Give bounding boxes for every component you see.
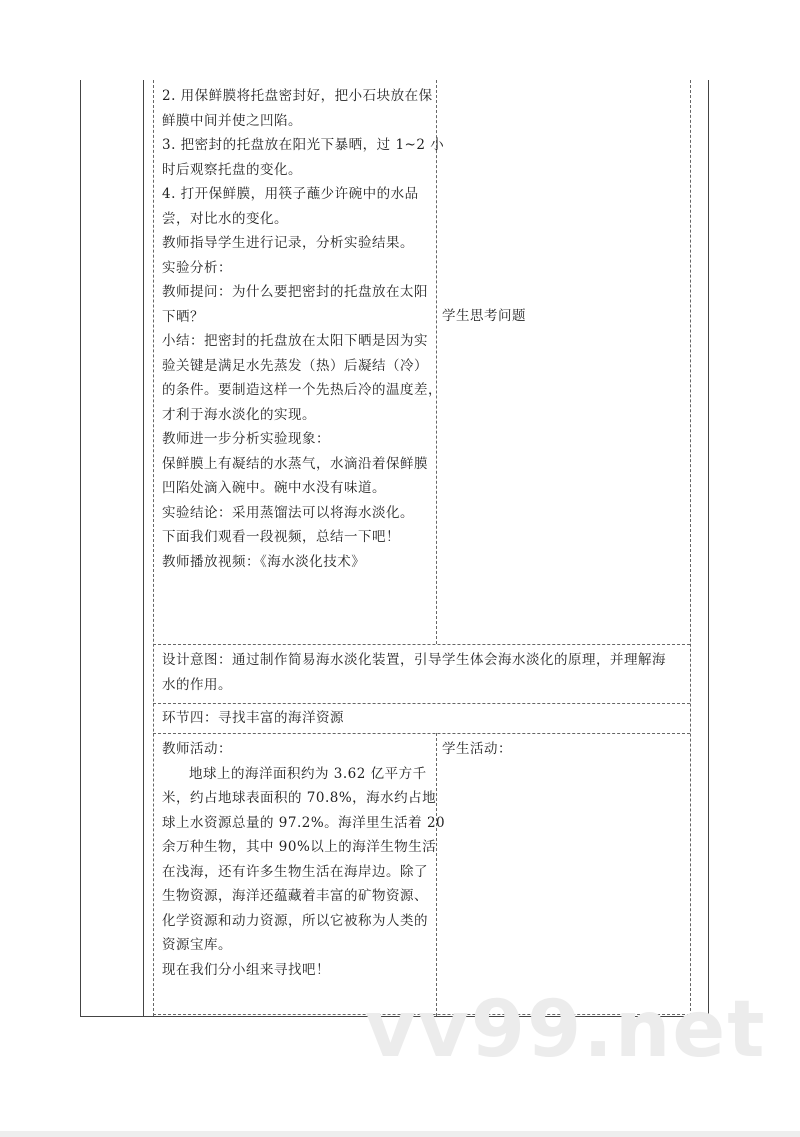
design-intent-top-line	[153, 644, 690, 645]
student-activity-bottom	[442, 737, 512, 762]
text-line: 时后观察托盘的变化。	[162, 161, 302, 178]
text-line: 在浅海，还有许多生物生活在海岸边。除了	[162, 863, 428, 880]
text-line: 下晒？	[162, 308, 204, 325]
text-line: 现在我们分小组来寻找吧！	[162, 961, 330, 978]
text-line: 教师进一步分析实验现象：	[162, 431, 330, 447]
text-line: 实验结论：采用蒸馏法可以将海水淡化。	[162, 504, 414, 521]
text-line: 余万种生物，其中 90%以上的海洋生物生活	[162, 839, 437, 855]
text-line: 尝，对比水的变化。	[162, 210, 288, 227]
text-line: 4. 打开保鲜膜，用筷子蘸少许碗中的水品	[162, 186, 419, 202]
teacher-activity-bottom	[162, 737, 445, 982]
text-line: 米，约占地球表面积的 70.8%，海水约占地	[162, 790, 437, 806]
text-line: 保鲜膜上有凝结的水蒸气，水滴沿着保鲜膜	[162, 455, 428, 472]
table-right-border	[708, 80, 709, 1016]
page-bottom-edge	[0, 1131, 800, 1137]
text-line: 教师播放视频：《海水淡化技术》	[162, 553, 366, 570]
table-left-border	[80, 80, 81, 1016]
text-line: 下面我们观看一段视频，总结一下吧！	[162, 529, 400, 545]
text-line: 地球上的海洋面积约为 3.62 亿平方千	[189, 765, 427, 782]
stage-four-title	[162, 706, 344, 731]
text-line: 生物资源，海洋还蕴藏着丰富的矿物资源、	[162, 888, 428, 904]
text-line: 资源宝库。	[162, 937, 232, 953]
stage-four-bottom-line	[153, 733, 690, 734]
text-line: 的条件。要制造这样一个先热后冷的温度差，	[162, 382, 442, 398]
text-line: 化学资源和动力资源，所以它被称为人类的	[162, 912, 428, 929]
inner-right-dashed	[690, 80, 691, 1016]
text-line: 设计意图：通过制作简易海水淡化装置，引导学生体会海水淡化的原理，并理解海	[162, 652, 666, 668]
student-activity-heading: 学生活动：	[442, 741, 512, 757]
table-column-divider	[143, 80, 144, 1016]
design-intent	[162, 648, 666, 697]
watermark: vv99.net	[365, 985, 767, 1075]
student-activity-top	[442, 304, 526, 329]
text-line: 凹陷处滴入碗中。碗中水没有味道。	[162, 480, 386, 496]
text-line: 球上水资源总量的 97.2%。海洋里生活着 20	[162, 814, 446, 831]
text-line: 鲜膜中间并使之凹陷。	[162, 112, 302, 129]
section-heading: 环节四：寻找丰富的海洋资源	[162, 710, 344, 726]
text-line: 小结：把密封的托盘放在太阳下晒是因为实	[162, 333, 428, 349]
text-line: 才利于海水淡化的实现。	[162, 406, 316, 423]
text-line: 教师提问：为什么要把密封的托盘放在太阳	[162, 284, 428, 300]
text-line: 水的作用。	[162, 676, 232, 693]
inner-left-dashed	[153, 80, 154, 1016]
text-line: 3. 把密封的托盘放在阳光下暴晒，过 1~2 小	[162, 137, 445, 153]
text-line: 教师指导学生进行记录，分析实验结果。	[162, 235, 414, 251]
text-line: 2. 用保鲜膜将托盘密封好，把小石块放在保	[162, 88, 433, 104]
teacher-activity-heading: 教师活动：	[162, 741, 232, 757]
teacher-activity-top	[162, 84, 444, 574]
text-line: 验关键是满足水先蒸发（热）后凝结（冷）	[162, 357, 428, 374]
text-line: 实验分析：	[162, 259, 232, 276]
student-thinking-text: 学生思考问题	[442, 308, 526, 324]
stage-four-top-line	[153, 703, 690, 704]
